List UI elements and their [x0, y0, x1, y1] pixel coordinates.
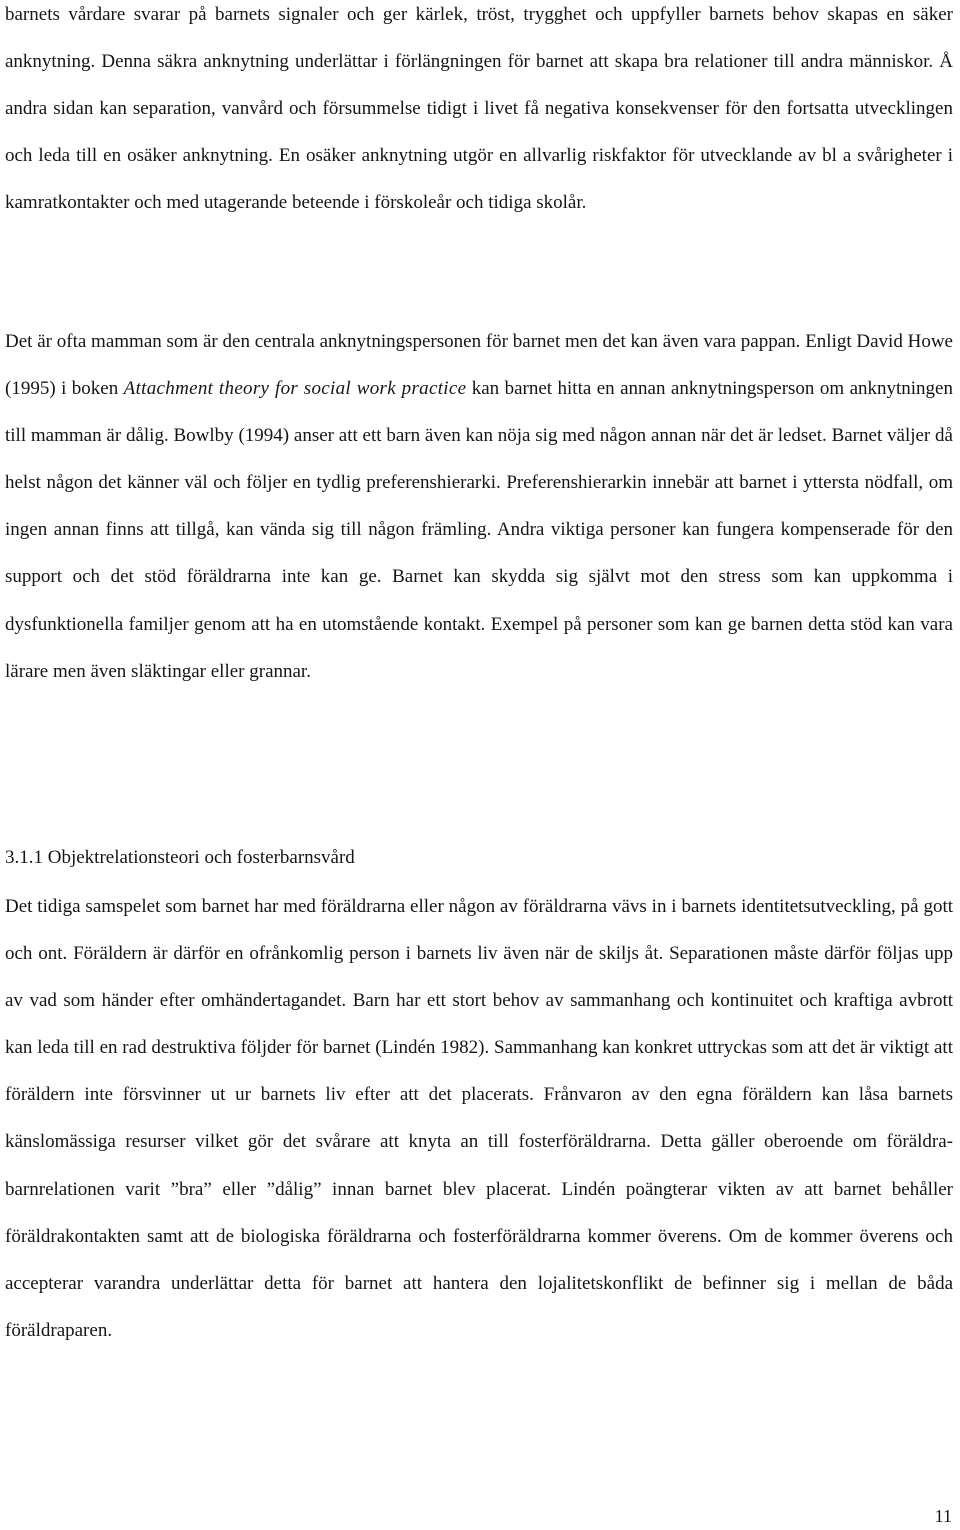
page-number: 11: [934, 1506, 952, 1526]
paragraph-attachment-persons: [5, 318, 953, 695]
section-heading: 3.1.1 Objektrelationsteori och fosterbarnsvård: [5, 847, 355, 868]
paragraph-attachment-intro: barnets vårdare svarar på barnets signaler och ger kärlek, tröst, trygghet och uppfyller barnets behov skapas en säker anknytning. Denna säkra anknytning underlättar i förlängningen för barnet att skapa bra relationer till andra människor. Å andra sidan kan separation, vanvård och försummelse tidigt i livet få negativa konsekvenser för den fortsatta utvecklingen och leda till en osäker anknytning. En osäker anknytning utgör en allvarlig riskfaktor för utvecklande av bl a svårigheter i kamratkontakter och med utagerande beteende i förskoleår och tidiga skolår.: [5, 4, 953, 214]
paragraph-text-end: kan barnet hitta en annan anknytningsperson om anknytningen till mamman är dålig. Bowlby (1994) anser att ett barn även kan nöja sig med någon annan när det är ledset. Barnet väljer då helst någon det känner väl och följer en tydlig preferenshierarki. Preferenshierarkin innebär att barnet i yttersta nödfall, om ingen annan finns att tillgå, kan vända sig till någon främling. Andra viktiga personer kan fungera kompenserade för den support och det stöd föräldrarna inte kan ge. Barnet kan skydda sig självt mot den stress som kan uppkomma i dysfunktionella familjer genom att ha en utomstående kontakt. Exempel på personer som kan ge barnen detta stöd kan vara lärare men även släktingar eller grannar.: [5, 378, 953, 682]
book-title: Attachment theory for social work practice: [123, 378, 467, 400]
paragraph-object-relations: Det tidiga samspelet som barnet har med föräldrarna eller någon av föräldrarna vävs in i barnets identitetsutveckling, på gott och ont. Föräldern är därför en ofrånkomlig person i barnets liv även när de skiljs åt. Separationen måste därför följas upp av vad som händer efter omhändertagandet. Barn har ett stort behov av sammanhang och kontinuitet och kraftiga avbrott kan leda till en rad destruktiva följder för barnet (Lindén 1982). Sammanhang kan konkret uttryckas som att det är viktigt att föräldern inte försvinner ut ur barnets liv efter att det placerats. Frånvaron av den egna föräldern kan låsa barnets känslomässiga resurser vilket gör det svårare att knyta an till fosterföräldrarna. Detta gäller oberoende om föräldra-barnrelationen varit ”bra” eller ”dålig” innan barnet blev placerat. Lindén poängterar vikten av att barnet behåller föräldrakontakten samt att de biologiska föräldrarna och fosterföräldrarna kommer överens. Om de kommer överens och accepterar varandra underlättar detta för barnet att hantera den lojalitetskonflikt de befinner sig i mellan de båda föräldraparen.: [5, 896, 953, 1341]
paragraph-text-start: Det är ofta mamman som är den centrala anknytningspersonen för barnet men det kan även vara pappan. Enligt David Howe (1995) i boken: [5, 331, 953, 400]
